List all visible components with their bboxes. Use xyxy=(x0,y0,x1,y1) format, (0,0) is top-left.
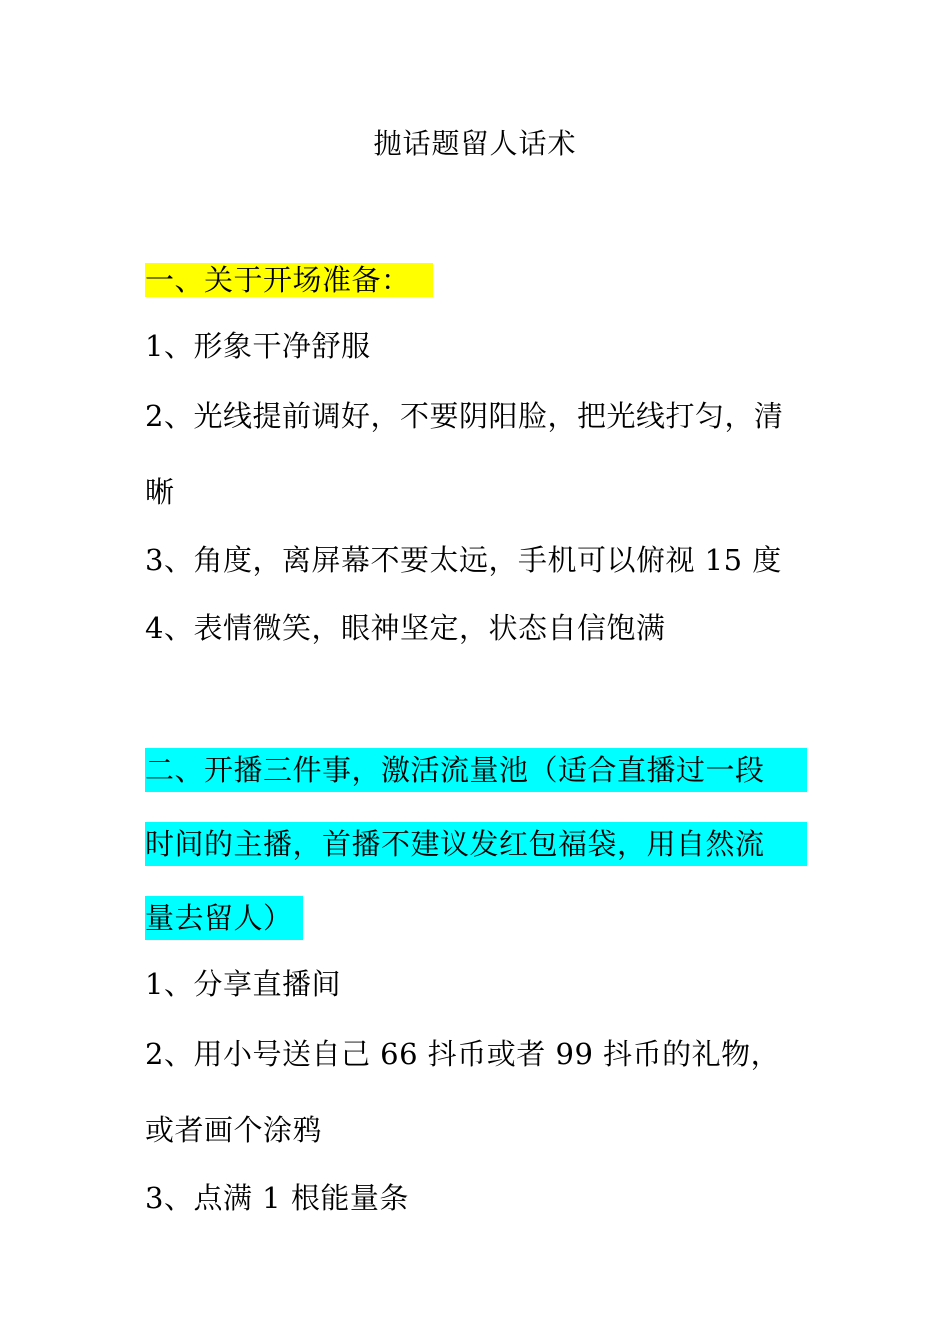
section2-heading-line-1: 二、开播三件事，激活流量池（适合直播过一段 xyxy=(145,753,765,787)
section2-heading-line-2: 时间的主播，首播不建议发红包福袋，用自然流 xyxy=(145,827,765,861)
section2-item-2: 2、用小号送自己 66 抖币或者 99 抖币的礼物， xyxy=(145,1037,781,1071)
section1-item-3: 3、角度，离屏幕不要太远，手机可以俯视 15 度 xyxy=(145,543,782,577)
document-title: 抛话题留人话术 xyxy=(373,127,577,160)
section2-item-3: 3、点满 1 根能量条 xyxy=(145,1181,409,1215)
section2-item-1: 1、分享直播间 xyxy=(145,967,341,1001)
section1-item-4: 4、表情微笑，眼神坚定，状态自信饱满 xyxy=(145,611,666,645)
section1-heading xyxy=(145,260,433,300)
section2-item-2-cont: 或者画个涂鸦 xyxy=(145,1113,323,1147)
section1-heading-text: 一、关于开场准备： xyxy=(145,263,433,297)
section1-item-2-cont: 晰 xyxy=(145,475,175,509)
section1-item-1: 1、形象干净舒服 xyxy=(145,329,371,363)
section1-item-2: 2、光线提前调好，不要阴阳脸，把光线打匀，清 xyxy=(145,399,784,433)
section2-heading-line-3: 量去留人） xyxy=(145,901,293,935)
